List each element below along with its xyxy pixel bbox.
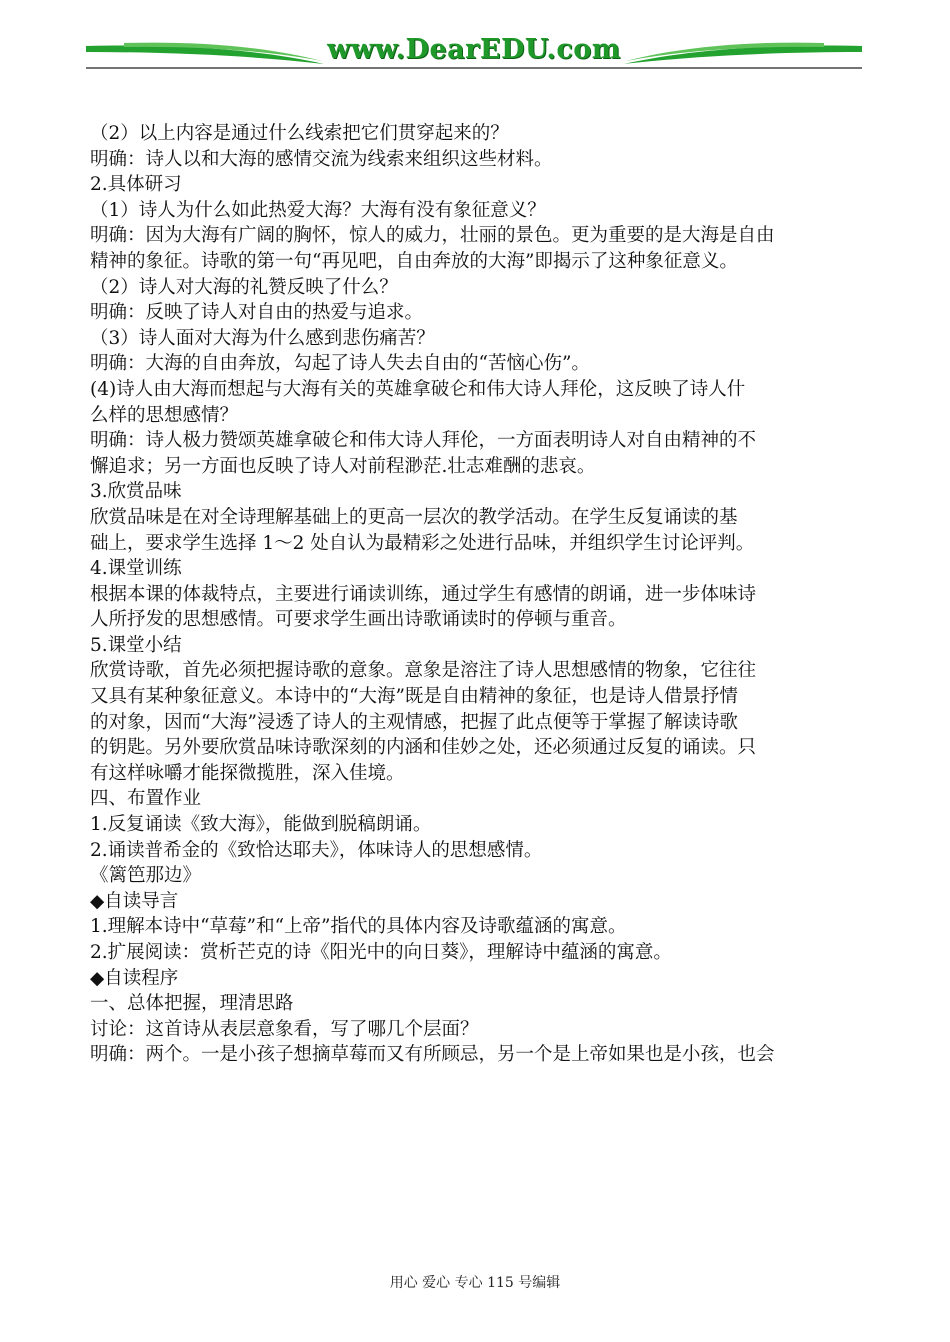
section-heading: ◆自读导言	[90, 890, 179, 912]
text-line: （2）以上内容是通过什么线索把它们贯穿起来的？	[90, 123, 509, 144]
section-heading: 四、布置作业	[90, 788, 202, 810]
section-heading: 4.课堂训练	[90, 558, 182, 580]
text-line: 的对象，因而“大海”浸透了诗人的主观情感，把握了此点便等于掌握了解读诗歌	[90, 711, 738, 733]
section-heading: 5.课堂小结	[90, 634, 182, 656]
text-line: 根据本课的体裁特点，主要进行诵读训练，通过学生有感情的朗诵，进一步体味诗	[90, 583, 757, 605]
site-logo-text: www.DearEDU.com	[327, 34, 621, 65]
text-line: (4)诗人由大海而想起与大海有关的英雄拿破仑和伟大诗人拜伦，这反映了诗人什	[90, 378, 746, 400]
poem-title: 《篱笆那边》	[90, 865, 202, 887]
text-line: 2.扩展阅读：赏析芒克的诗《阳光中的向日葵》，理解诗中蕴涵的寓意。	[90, 942, 672, 963]
text-line: （3）诗人面对大海为什么感到悲伤痛苦？	[90, 327, 435, 349]
text-line: （1）诗人为什么如此热爱大海？大海有没有象征意义？	[90, 199, 546, 221]
text-line: 么样的思想感情？	[90, 404, 239, 426]
text-line: 1.理解本诗中“草莓”和“上帝”指代的具体内容及诗歌蕴涵的寓意。	[90, 916, 627, 938]
document-body	[90, 121, 866, 1068]
text-line: 欣赏诗歌，首先必须把握诗歌的意象。意象是溶注了诗人思想感情的物象，它往往	[90, 660, 757, 682]
text-line: 明确：大海的自由奔放，勾起了诗人失去自由的“苦恼心伤”。	[90, 353, 590, 375]
text-line: 精神的象征。诗歌的第一句“再见吧，自由奔放的大海”即揭示了这种象征意义。	[90, 250, 738, 272]
section-heading: 3.欣赏品味	[90, 481, 182, 503]
text-line: 讨论：这首诗从表层意象看，写了哪几个层面？	[90, 1018, 479, 1040]
text-line: 明确：诗人以和大海的感情交流为线索来组织这些材料。	[90, 148, 553, 170]
text-line: （2）诗人对大海的礼赞反映了什么？	[90, 276, 398, 298]
section-heading: 一、总体把握，理清思路	[90, 993, 294, 1015]
text-line: 有这样咏嚼才能探微揽胜，深入佳境。	[90, 762, 405, 784]
text-line: 又具有某种象征意义。本诗中的“大海”既是自由精神的象征，也是诗人借景抒情	[90, 686, 738, 708]
page-footer: 用心 爱心 专心 115 号编辑	[389, 1275, 561, 1291]
text-line: 明确：诗人极力赞颂英雄拿破仑和伟大诗人拜伦，一方面表明诗人对自由精神的不	[90, 430, 757, 452]
text-line: 明确：两个。一是小孩子想摘草莓而又有所顾忌，另一个是上帝如果也是小孩，也会	[90, 1044, 775, 1066]
text-line: 明确：因为大海有广阔的胸怀，惊人的威力，壮丽的景色。更为重要的是大海是自由	[90, 225, 775, 247]
text-line: 的钥匙。另外要欣赏品味诗歌深刻的内涵和佳妙之处，还必须通过反复的诵读。只	[90, 737, 757, 759]
text-line: 1.反复诵读《致大海》，能做到脱稿朗诵。	[90, 814, 432, 836]
page-header	[84, 30, 864, 80]
text-line: 欣赏品味是在对全诗理解基础上的更高一层次的教学活动。在学生反复诵读的基	[90, 506, 738, 528]
text-line: 明确：反映了诗人对自由的热爱与追求。	[90, 302, 424, 324]
text-line: 2.诵读普希金的《致恰达耶夫》，体味诗人的思想感情。	[90, 839, 543, 861]
text-line: 懈追求；另一方面也反映了诗人对前程渺茫.壮志难酬的悲哀。	[90, 455, 596, 477]
section-heading: 2.具体研习	[90, 174, 182, 196]
text-line: 人所抒发的思想感情。可要求学生画出诗歌诵读时的停顿与重音。	[90, 609, 627, 631]
text-line: 础上，要求学生选择 1～2 处自认为最精彩之处进行品味，并组织学生讨论评判。	[90, 532, 755, 554]
section-heading: ◆自读程序	[90, 967, 179, 989]
